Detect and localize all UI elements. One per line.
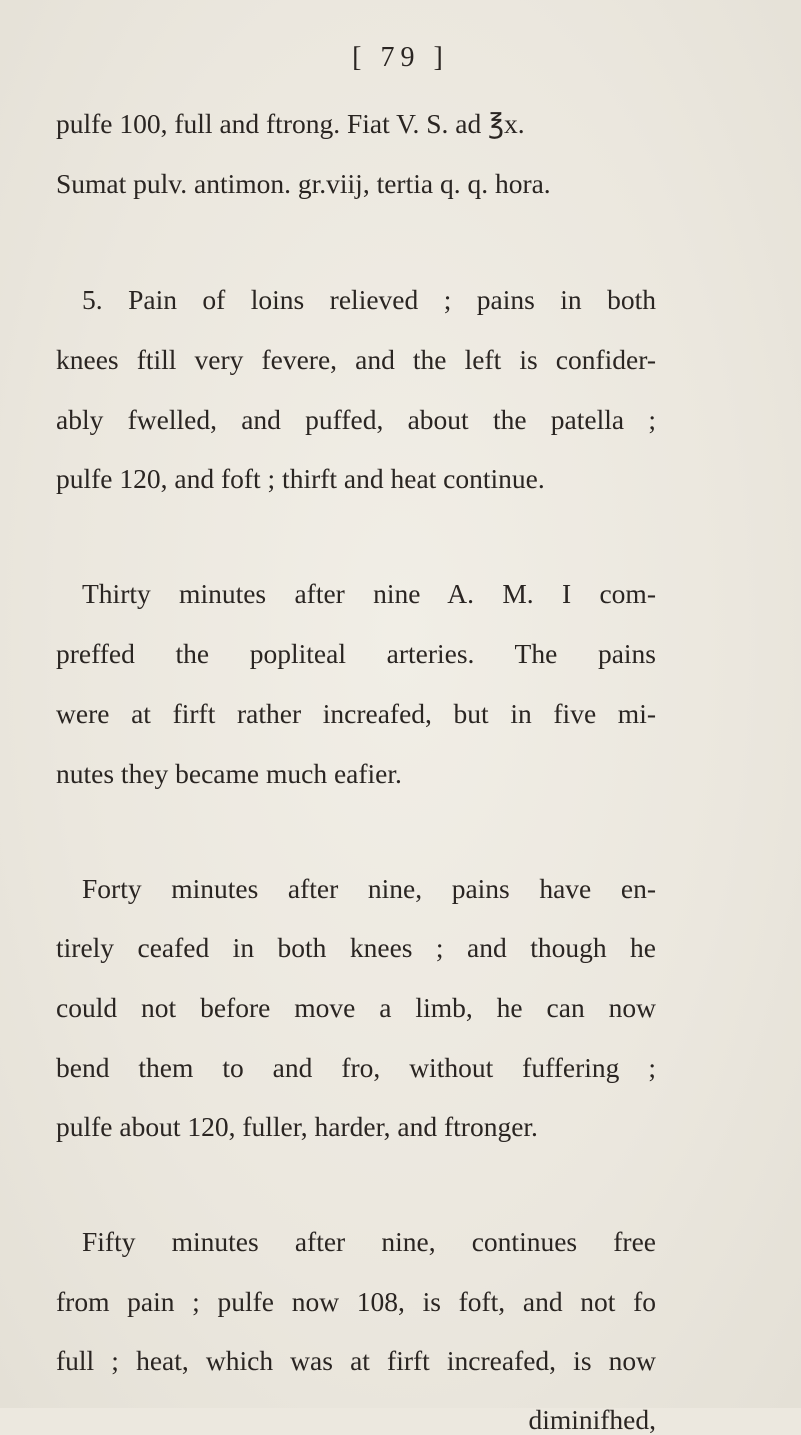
text-line-6: pulfe 120, and foft ; thirft and heat continue. — [56, 463, 545, 494]
text-line-5: ably fwelled, and puffed, about the patella ; — [56, 404, 656, 435]
page-number-header: [ 79 ] — [352, 42, 449, 73]
text-line-15: pulfe about 120, fuller, harder, and ftronger. — [56, 1111, 538, 1142]
text-line-19: diminifhed, — [528, 1404, 656, 1435]
text-line-12: tirely ceafed in both knees ; and though he — [56, 932, 656, 963]
text-line-17: from pain ; pulfe now 108, is foft, and not fo — [56, 1286, 656, 1317]
text-line-2: Sumat pulv. antimon. gr.viij, tertia q. q. hora. — [56, 168, 551, 199]
text-line-8: preffed the popliteal arteries. The pains — [56, 638, 656, 669]
text-line-3: 5. Pain of loins relieved ; pains in both — [82, 284, 656, 315]
text-line-1: pulfe 100, full and ftrong. Fiat V. S. ad ℥x. — [56, 108, 525, 139]
text-line-13: could not before move a limb, he can now — [56, 992, 656, 1023]
text-line-7: Thirty minutes after nine A. M. I com- — [82, 578, 656, 609]
text-line-14: bend them to and fro, without fuffering ; — [56, 1052, 656, 1083]
text-line-9: were at firft rather increafed, but in five mi- — [56, 698, 656, 729]
text-line-4: knees ftill very fevere, and the left is confider- — [56, 344, 656, 375]
text-line-16: Fifty minutes after nine, continues free — [82, 1226, 656, 1257]
text-line-18: full ; heat, which was at firft increafed, is now — [56, 1345, 656, 1376]
text-line-10: nutes they became much eafier. — [56, 758, 402, 789]
text-line-11: Forty minutes after nine, pains have en- — [82, 873, 656, 904]
